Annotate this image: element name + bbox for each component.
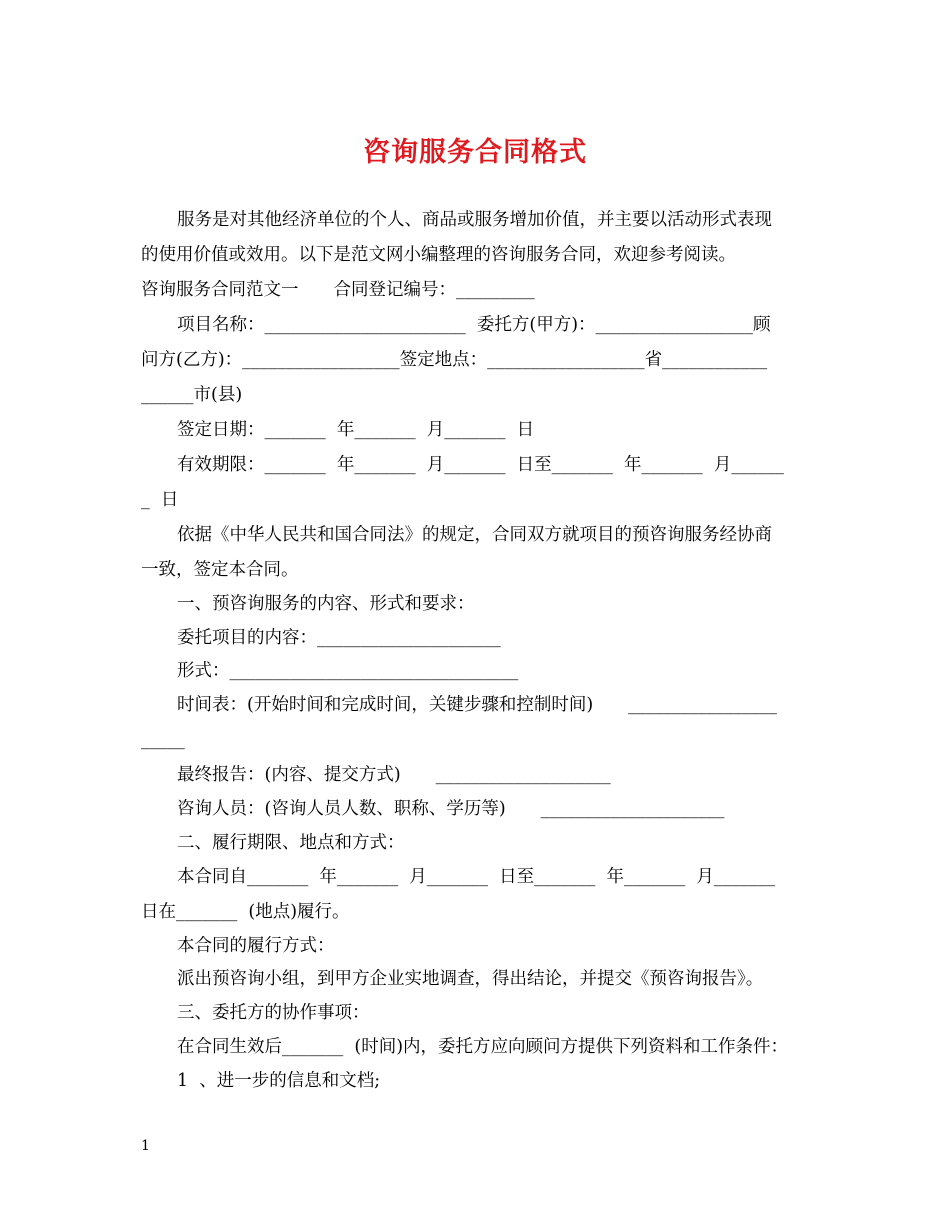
text-line: 一致，签定本合同。 [141, 560, 299, 580]
section-heading: 一、预咨询服务的内容、形式和要求： [177, 594, 475, 614]
text-line: 形式：_________________________________ [177, 661, 519, 681]
text-line: 签定日期：_______ 年_______ 月_______ 日 [177, 420, 535, 440]
text-line: 咨询服务合同范文一 合同登记编号：_________ [141, 280, 535, 300]
text-line: 的使用价值或效用。以下是范文网小编整理的咨询服务合同，欢迎参考阅读。 [141, 245, 736, 265]
section-heading: 二、履行期限、地点和方式： [177, 833, 405, 853]
text-line: ______市(县) [141, 385, 243, 405]
text-line: 日在_______ (地点)履行。 [141, 902, 350, 922]
text-line: 派出预咨询小组，到甲方企业实地调查，得出结论，并提交《预咨询报告》。 [177, 969, 764, 989]
text-line: 委托项目的内容：_____________________ [177, 628, 501, 648]
text-line: 时间表：(开始时间和完成时间，关键步骤和控制时间) _________________ [177, 695, 777, 715]
text-line: 本合同的履行方式： [177, 936, 335, 956]
section-heading: 三、委托方的协作事项： [177, 1003, 370, 1023]
text-line: 在合同生效后_______ (时间)内，委托方应向顾问方提供下列资料和工作条件： [177, 1037, 789, 1057]
text-line: 依据《中华人民共和国合同法》的规定，合同双方就项目的预咨询服务经协商 [177, 525, 772, 545]
page-number: 1 [141, 1138, 150, 1154]
text-line: 1 、进一步的信息和文档; [177, 1071, 381, 1091]
text-line: 本合同自_______ 年_______ 月_______ 日至_______ 年_______ 月_______ [177, 867, 776, 887]
page-title: 咨询服务合同格式 [363, 137, 587, 168]
text-line: 咨询人员：(咨询人员人数、职称、学历等) _____________________ [177, 799, 725, 819]
text-line: 问方(乙方)：__________________签定地点：__________________省____________ [141, 350, 768, 370]
text-line: 最终报告：(内容、提交方式) ____________________ [177, 765, 611, 785]
text-line: 有效期限：_______ 年_______ 月_______ 日至_______ 年_______ 月______ [177, 455, 784, 475]
text-line: _ 日 [141, 490, 179, 510]
text-line: 项目名称：_______________________ 委托方(甲方)：__________________顾 [177, 315, 771, 335]
text-line: 服务是对其他经济单位的个人、商品或服务增加价值，并主要以活动形式表现 [177, 210, 772, 230]
text-line: _____ [141, 730, 185, 750]
